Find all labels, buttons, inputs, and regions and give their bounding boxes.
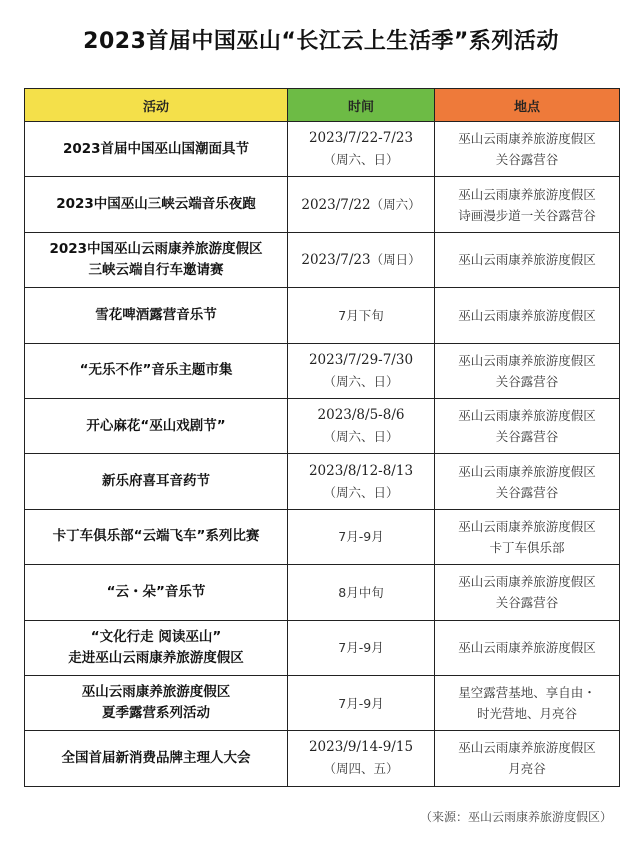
location-cell	[435, 675, 620, 730]
table-row	[25, 509, 620, 564]
activity-name: “云・朵”音乐节	[106, 583, 206, 600]
location-name: 关谷露营谷	[495, 152, 559, 168]
location-name: 巫山云雨康养旅游度假区	[458, 463, 596, 479]
location-name: 巫山云雨康养旅游度假区	[458, 307, 596, 323]
time-text: 8月中旬	[338, 584, 384, 600]
event-date: 2023/9/14-9/15	[308, 739, 414, 756]
time-cell	[288, 232, 435, 287]
location-cell	[435, 288, 620, 343]
time-cell	[288, 122, 435, 177]
table-row	[25, 620, 620, 675]
page-title: 2023首届中国巫山“长江云上生活季”系列活动	[83, 29, 559, 54]
location-name: 关谷露营谷	[495, 595, 559, 611]
time-cell	[288, 454, 435, 509]
event-weekday: （周六、日）	[323, 484, 399, 500]
location-name: 关谷露营谷	[495, 373, 559, 389]
location-cell	[435, 343, 620, 398]
table-row	[25, 565, 620, 620]
location-name: 巫山云雨康养旅游度假区	[458, 640, 596, 656]
event-weekday: （周日）	[370, 251, 421, 267]
location-cell	[435, 122, 620, 177]
events-table	[24, 88, 620, 787]
activity-cell	[25, 675, 288, 730]
event-weekday: （周六、日）	[323, 152, 399, 168]
location-cell	[435, 620, 620, 675]
location-name: 关谷露营谷	[495, 484, 559, 500]
location-cell	[435, 565, 620, 620]
time-text: 7月-9月	[338, 640, 384, 656]
time-text: 7月-9月	[338, 529, 384, 545]
activity-cell	[25, 232, 288, 287]
activity-name: “文化行走 阅读巫山”	[90, 628, 222, 645]
time-cell	[288, 565, 435, 620]
table-row	[25, 731, 620, 786]
activity-cell	[25, 509, 288, 564]
table-row	[25, 122, 620, 177]
source-note: （来源：巫山云雨康养旅游度假区）	[419, 810, 612, 824]
activity-cell	[25, 398, 288, 453]
event-date: 2023/8/12-8/13	[308, 462, 414, 479]
time-cell	[288, 177, 435, 232]
activity-name: 走进巫山云雨康养旅游度假区	[68, 649, 244, 666]
event-weekday: （周六）	[370, 196, 421, 212]
activity-name: “无乐不作”音乐主题市集	[79, 362, 233, 379]
location-cell	[435, 509, 620, 564]
table-row	[25, 398, 620, 453]
table-row	[25, 288, 620, 343]
header-activity: 活动	[25, 89, 288, 122]
activity-name: 2023首届中国巫山国潮面具节	[62, 140, 250, 157]
event-date: 2023/7/29-7/30	[308, 351, 414, 368]
time-cell	[288, 731, 435, 786]
activity-name: 新乐府喜耳音药节	[102, 473, 210, 490]
time-text: 7月下旬	[338, 307, 384, 323]
activity-cell	[25, 288, 288, 343]
location-name: 巫山云雨康养旅游度假区	[458, 574, 596, 590]
activity-name: 全国首届新消费品牌主理人大会	[61, 749, 251, 766]
activity-cell	[25, 620, 288, 675]
activity-name: 巫山云雨康养旅游度假区	[81, 684, 231, 701]
table-row	[25, 675, 620, 730]
header-time: 时间	[288, 89, 435, 122]
table-row	[25, 177, 620, 232]
location-name: 巫山云雨康养旅游度假区	[458, 186, 596, 202]
time-line	[288, 194, 434, 216]
table-row	[25, 343, 620, 398]
activity-name: 夏季露营系列活动	[102, 705, 210, 722]
time-text: 7月-9月	[338, 695, 384, 711]
event-date: 2023/7/23	[301, 251, 371, 268]
activity-name: 雪花啤酒露营音乐节	[95, 306, 217, 323]
event-date: 2023/8/5-8/6	[317, 407, 405, 424]
event-weekday: （周六、日）	[323, 429, 399, 445]
location-name: 巫山云雨康养旅游度假区	[458, 252, 596, 268]
table-row	[25, 454, 620, 509]
event-date: 2023/7/22-7/23	[308, 130, 414, 147]
activity-cell	[25, 343, 288, 398]
location-name: 巫山云雨康养旅游度假区	[458, 740, 596, 756]
activity-name: 三峡云端自行车邀请赛	[88, 261, 224, 278]
table-header-row	[25, 89, 620, 122]
activity-name: 开心麻花“巫山戏剧节”	[86, 417, 226, 434]
location-name: 巫山云雨康养旅游度假区	[458, 131, 596, 147]
location-cell	[435, 177, 620, 232]
location-cell	[435, 731, 620, 786]
time-cell	[288, 675, 435, 730]
activity-name: 2023中国巫山三峡云端音乐夜跑	[56, 196, 256, 213]
activity-cell	[25, 177, 288, 232]
time-cell	[288, 509, 435, 564]
table-row	[25, 232, 620, 287]
activity-cell	[25, 731, 288, 786]
location-name: 卡丁车俱乐部	[489, 539, 565, 555]
event-date: 2023/7/22	[301, 196, 371, 213]
location-name: 巫山云雨康养旅游度假区	[458, 352, 596, 368]
activity-name: 2023中国巫山云雨康养旅游度假区	[49, 240, 263, 257]
time-cell	[288, 620, 435, 675]
time-cell	[288, 398, 435, 453]
activity-cell	[25, 565, 288, 620]
location-cell	[435, 398, 620, 453]
location-name: 关谷露营谷	[495, 429, 559, 445]
time-cell	[288, 288, 435, 343]
location-name: 巫山云雨康养旅游度假区	[458, 408, 596, 424]
location-name: 星空露营基地、享自由・	[458, 685, 596, 701]
activity-name: 卡丁车俱乐部“云端飞车”系列比赛	[52, 528, 260, 545]
event-weekday: （周四、五）	[323, 761, 399, 777]
header-location: 地点	[435, 89, 620, 122]
location-name: 月亮谷	[508, 761, 546, 777]
location-cell	[435, 232, 620, 287]
time-line	[288, 249, 434, 271]
location-cell	[435, 454, 620, 509]
time-cell	[288, 343, 435, 398]
location-name: 时光营地、月亮谷	[476, 706, 577, 722]
activity-cell	[25, 122, 288, 177]
event-weekday: （周六、日）	[323, 373, 399, 389]
activity-cell	[25, 454, 288, 509]
location-name: 巫山云雨康养旅游度假区	[458, 518, 596, 534]
location-name: 诗画漫步道一关谷露营谷	[458, 207, 596, 223]
